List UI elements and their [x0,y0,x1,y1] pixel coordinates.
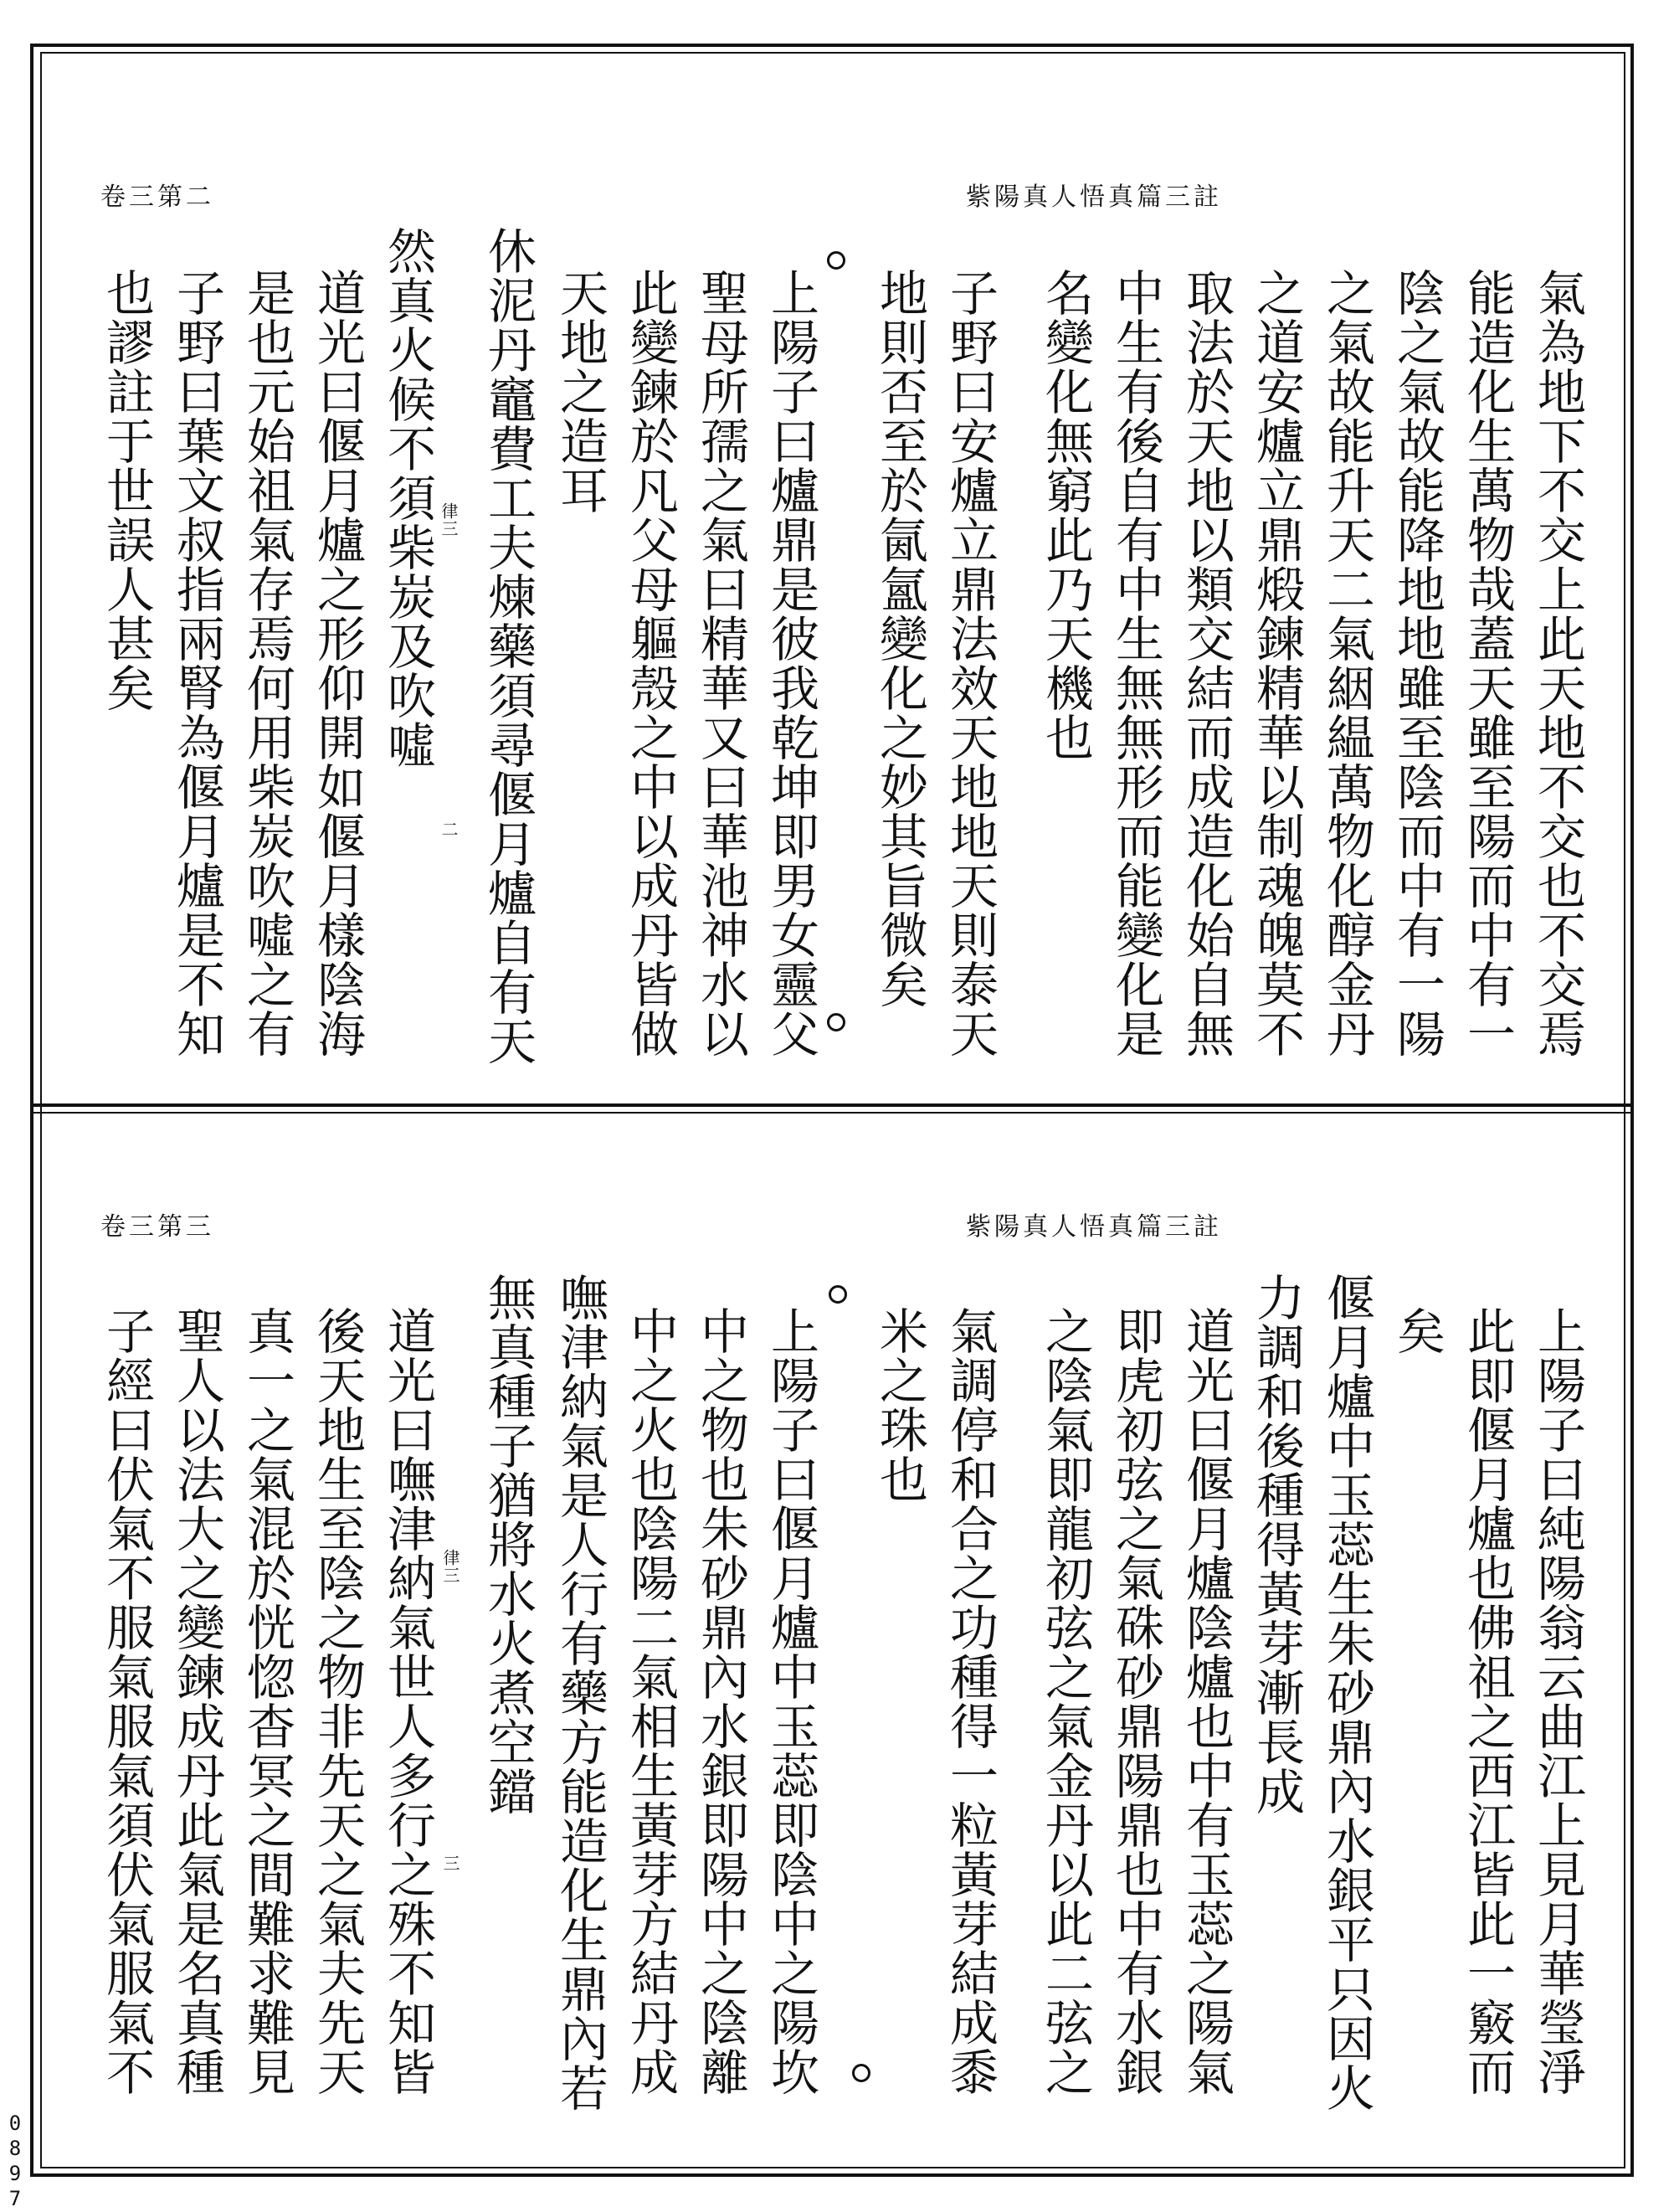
text-column: 之道安爐立鼎煅鍊精華以制魂魄莫不 [1248,268,1305,1058]
upper-running-head [100,176,1222,213]
lower-circle-marker [829,1285,847,1304]
margin-note: 律三 [440,1549,460,1584]
text-column: 中之火也陰陽二氣相生黃芽方結丹成 [622,1306,679,2096]
margin-note: 三 [440,1854,460,1872]
text-column: 中生有後自有中生無無形而能變化是 [1107,268,1164,1058]
text-column: 子野曰安爐立鼎法效天地地天則泰天 [942,268,999,1058]
lower-running-head-section: 卷三第三 [100,1212,214,1242]
lower-circle-marker [852,2064,870,2082]
text-column: 即虎初弦之氣硃砂鼎陽鼎也中有水銀 [1107,1306,1164,2096]
margin-note: 二 [439,820,459,838]
text-column: 之陰氣即龍初弦之氣金丹以此二弦之 [1037,1306,1094,2096]
text-column: 氣為地下不交上此天地不交也不交焉 [1529,268,1586,1058]
text-column: 地則否至於氤氳變化之妙其旨微矣 [871,268,928,1009]
text-column: 道光曰偃月爐陰爐也中有玉蕊之陽氣 [1178,1306,1235,2096]
text-column: 米之珠也 [871,1306,928,1504]
text-column: 中之物也朱砂鼎內水銀即陽中之陰離 [692,1306,749,2096]
text-column: 道光曰嘸津納氣世人多行之殊不知皆 [379,1306,436,2096]
text-column: 然真火候不須柴炭及吹噓 [379,226,436,769]
upper-running-head-title: 紫陽真人悟真篇三註 [966,183,1222,212]
text-column: 後天地生至陰之物非先天之氣夫先天 [309,1306,366,2096]
text-column: 上陽子曰純陽翁云曲江上見月華瑩淨 [1529,1306,1586,2096]
lower-running-head-title: 紫陽真人悟真篇三註 [966,1212,1222,1242]
text-column: 此即偃月爐也佛祖之西江皆此一竅而 [1459,1306,1516,2096]
upper-circle-marker [827,1013,845,1031]
text-column: 力調和後種得黃芽漸長成 [1248,1273,1305,1816]
text-column: 無真種子猶將水火煮空鐺 [480,1273,537,1816]
text-column: 矣 [1389,1306,1445,1355]
lower-running-head [100,1206,1222,1242]
text-column: 名變化無窮此乃天機也 [1037,268,1094,762]
text-column: 子經曰伏氣不服氣服氣須伏氣服氣不 [98,1306,155,2096]
text-column: 道光曰偃月爐之形仰開如偃月樣陰海 [309,268,366,1058]
text-column: 休泥丹竈費工夫煉藥須尋偃月爐自有天 [480,226,537,1066]
text-column: 氣調停和合之功種得一粒黃芽結成黍 [942,1306,999,2096]
text-column: 取法於天地以類交結而成造化始自無 [1178,268,1235,1058]
page-divider [30,1103,1634,1107]
text-column: 陰之氣故能降地地雖至陰而中有一陽 [1389,268,1445,1058]
text-column: 也謬註于世誤人甚矣 [98,268,155,712]
text-column: 上陽子曰偃月爐中玉蕊即陰中之陽坎 [763,1306,819,2096]
text-column: 嘸津納氣是人行有藥方能造化生鼎內若 [552,1273,608,2112]
text-column: 子野曰葉文叔指兩腎為偃月爐是不知 [168,268,225,1058]
upper-running-head-section: 卷三第二 [100,183,214,212]
text-column: 上陽子曰爐鼎是彼我乾坤即男女靈父 [763,268,819,1058]
scan-page-number: 0897 [3,2112,27,2212]
text-column: 此變鍊於凡父母軀殼之中以成丹皆做 [622,268,679,1058]
upper-circle-marker [827,251,845,270]
text-column: 是也元始祖氣存焉何用柴炭吹噓之有 [239,268,295,1058]
text-column: 天地之造耳 [552,268,608,515]
margin-note: 律三 [439,502,459,538]
text-column: 聖母所孺之氣曰精華又曰華池神水以 [692,268,749,1058]
text-column: 之氣故能升天二氣絪緼萬物化醇金丹 [1318,268,1375,1058]
text-column: 聖人以法大之變鍊成丹此氣是名真種 [168,1306,225,2096]
text-column: 偃月爐中玉蕊生朱砂鼎內水銀平只因火 [1318,1273,1375,2112]
page-divider-inner [30,1112,1634,1114]
text-column: 真一之氣混於恍惚杳冥之間難求難見 [239,1306,295,2096]
text-column: 能造化生萬物哉蓋天雖至陽而中有一 [1459,268,1516,1058]
